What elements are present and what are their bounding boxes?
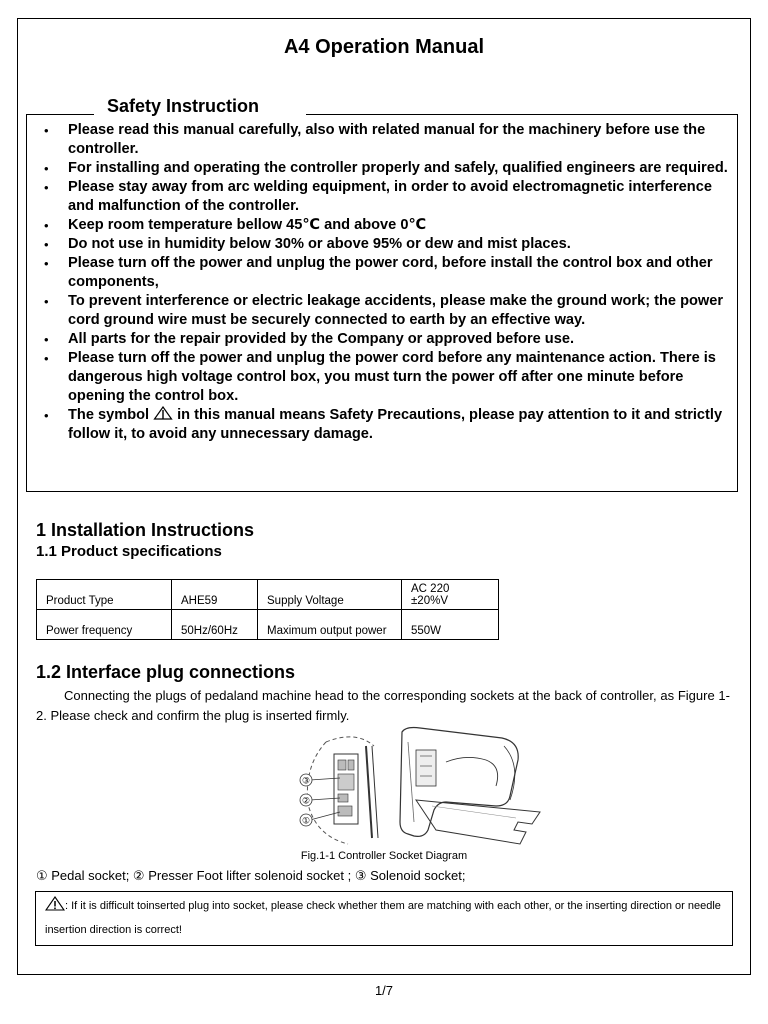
- safety-item: [40, 254, 730, 292]
- table-cell: AHE59: [172, 580, 258, 610]
- spec-heading: 1.1 Product specifications: [36, 543, 222, 560]
- table-cell: Power frequency: [37, 610, 172, 640]
- safety-item: [40, 178, 730, 216]
- safety-item: [40, 121, 730, 159]
- bullet: •: [44, 408, 49, 423]
- safety-list: [40, 121, 730, 444]
- socket-label-1: ①: [301, 816, 311, 827]
- controller-socket-diagram: [296, 726, 556, 848]
- figure-caption: Fig.1-1 Controller Socket Diagram: [300, 850, 468, 862]
- safety-item-symbol: [40, 406, 730, 444]
- safety-item: [40, 216, 730, 235]
- safety-item: [40, 159, 730, 178]
- safety-item: [40, 235, 730, 254]
- safety-item-text: Keep room temperature bellow 45℃ and above 0℃: [68, 217, 427, 233]
- warning-triangle-icon: [153, 406, 173, 420]
- bullet: •: [44, 161, 49, 176]
- bullet: •: [44, 180, 49, 195]
- safety-item-text: Do not use in humidity below 30% or above 95% or dew and mist places.: [68, 236, 571, 252]
- table-cell: 550W: [402, 610, 499, 640]
- safety-item-text: Please read this manual carefully, also with related manual for the machinery before use the controller.: [68, 122, 706, 157]
- table-cell: Product Type: [37, 580, 172, 610]
- bullet: •: [44, 256, 49, 271]
- safety-item-text: All parts for the repair provided by the Company or approved before use.: [68, 331, 575, 347]
- interface-paragraph: Connecting the plugs of pedaland machine head to the corresponding sockets at the back of controller, as Figure 1-2. Please check and confirm the plug is inserted firmly.: [36, 688, 730, 723]
- safety-item: [40, 292, 730, 330]
- table-cell: Supply Voltage: [258, 580, 402, 610]
- bullet: •: [44, 351, 49, 366]
- symbol-text-after: in this manual means Safety Precautions, please pay attention to it and strictly follow it, to avoid any unnecessary damage.: [68, 407, 723, 442]
- table-cell: Maximum output power: [258, 610, 402, 640]
- safety-item-text: Please turn off the power and unplug the power cord, before install the control box and other components,: [68, 255, 713, 290]
- bullet: •: [44, 332, 49, 347]
- table-cell: 50Hz/60Hz: [172, 610, 258, 640]
- note-text: If it is difficult toinserted plug into socket, please check whether them are matching with each other, or the inserting direction or needle insertion direction is correct!: [45, 900, 721, 936]
- document-title: A4 Operation Manual: [283, 36, 485, 58]
- socket-label-3: ③: [301, 776, 311, 787]
- warning-triangle-icon: [45, 896, 65, 911]
- interface-heading: 1.2 Interface plug connections: [36, 662, 296, 682]
- socket-label-2: ②: [301, 796, 311, 807]
- spec-table: [36, 579, 499, 640]
- symbol-text-before: The symbol: [68, 407, 150, 423]
- table-row: [37, 580, 499, 610]
- bullet: •: [44, 294, 49, 309]
- safety-item: [40, 349, 730, 406]
- safety-item: [40, 330, 730, 349]
- bullet: •: [44, 237, 49, 252]
- page-number: 1/7: [374, 983, 394, 998]
- safety-item-text: For installing and operating the controller properly and safely, qualified engineers are required.: [68, 160, 728, 176]
- socket-legend: ① Pedal socket; ② Presser Foot lifter solenoid socket ; ③ Solenoid socket;: [36, 868, 466, 883]
- safety-item-text: Please turn off the power and unplug the power cord before any maintenance action. There is dangerous high voltage control box, you must turn the power off after one minute before opening the control box.: [68, 350, 716, 404]
- table-row: [37, 610, 499, 640]
- safety-item-text: To prevent interference or electric leakage accidents, please make the ground work; the power cord ground wire must be securely connected to earth by an effective way.: [68, 293, 724, 328]
- table-cell: AC 220 ±20%V: [402, 580, 499, 610]
- installation-heading: 1 Installation Instructions: [36, 520, 255, 540]
- safety-heading: Safety Instruction: [107, 96, 260, 116]
- safety-item-text: Please stay away from arc welding equipment, in order to avoid electromagnetic interference and malfunction of the controller.: [68, 179, 712, 214]
- bullet: •: [44, 123, 49, 138]
- bullet: •: [44, 218, 49, 233]
- note-box: : If it is difficult toinserted plug into socket, please check whether them are matching with each other, or the inserting direction or needle insertion direction is correct!: [35, 891, 733, 946]
